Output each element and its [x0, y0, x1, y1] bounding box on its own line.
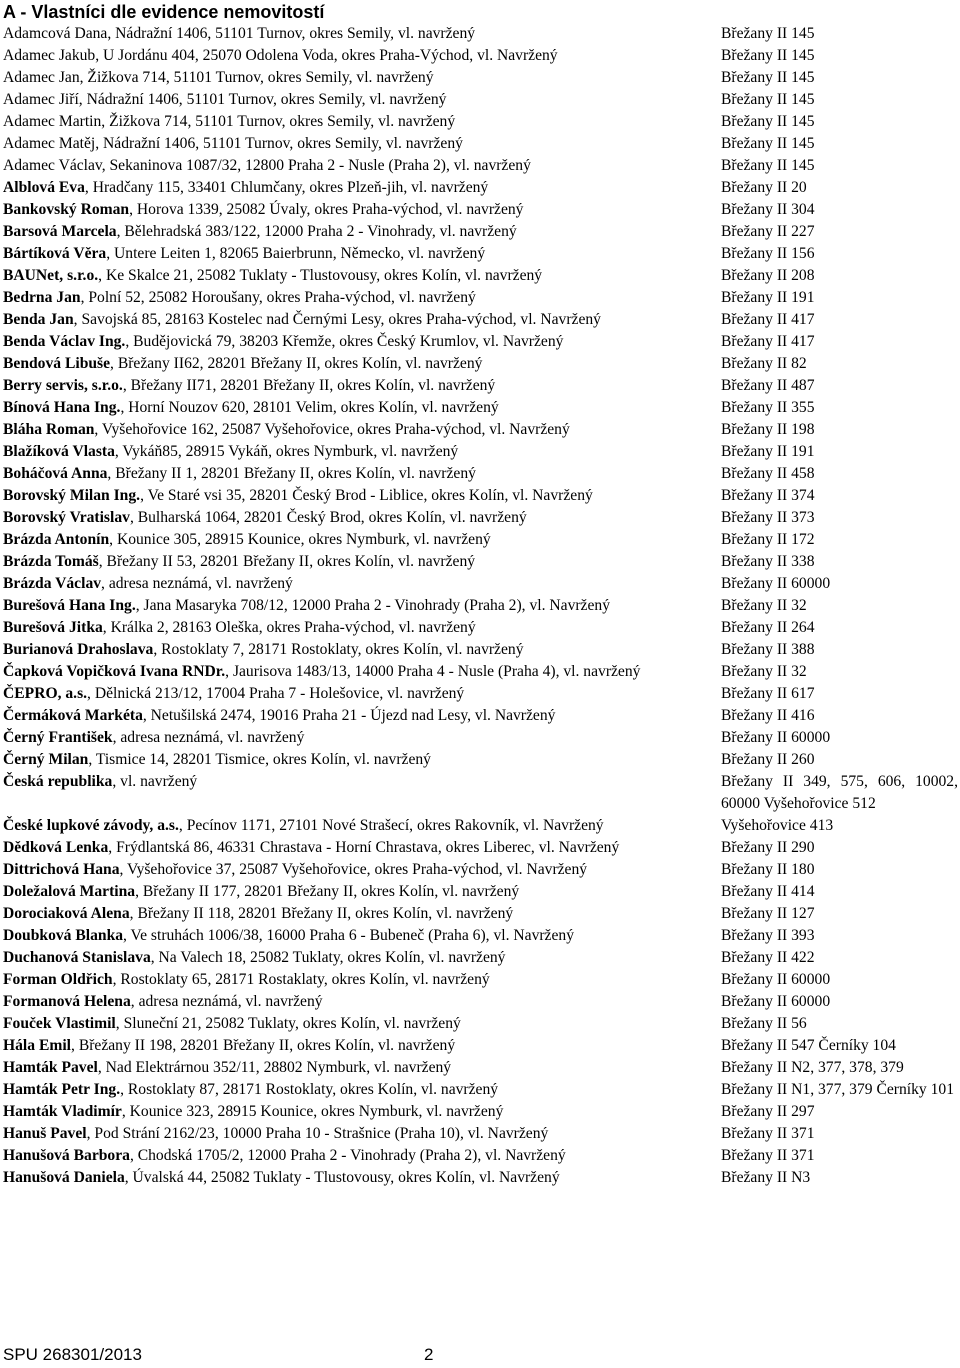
- owner-name: Hanušová Barbora: [3, 1147, 130, 1164]
- parcel-reference: Břežany II 371: [721, 1125, 815, 1142]
- parcel-reference: Břežany II 264: [721, 619, 815, 636]
- owner-address: , Horní Nouzov 620, 28101 Velim, okres Kolín, vl. navržený: [120, 399, 499, 416]
- parcel-reference: Břežany II 547 Černíky 104: [721, 1037, 896, 1054]
- owner-address: Adamec Matěj, Nádražní 1406, 51101 Turnov, okres Semily, vl. navržený: [3, 135, 463, 152]
- owner-address: , Ve Staré vsi 35, 28201 Český Brod - Liblice, okres Kolín, vl. Navržený: [140, 487, 593, 504]
- owner-details: [3, 947, 721, 969]
- parcel-reference: Břežany II 227: [721, 223, 815, 240]
- owner-name: Hamták Pavel: [3, 1059, 98, 1076]
- parcel-reference: Břežany II 145: [721, 25, 815, 42]
- owner-address: , Hradčany 115, 33401 Chlumčany, okres Plzeň-jih, vl. navržený: [84, 179, 489, 196]
- parcel-reference: Břežany II 416: [721, 707, 815, 724]
- owner-entry: [3, 375, 960, 397]
- owner-address: , Pod Strání 2162/23, 10000 Praha 10 - Strašnice (Praha 10), vl. Navržený: [86, 1125, 549, 1142]
- owner-name: Hála Emil: [3, 1037, 72, 1054]
- owner-entry: [3, 529, 960, 551]
- parcel-reference: Břežany II 180: [721, 861, 815, 878]
- owner-name: Boháčová Anna: [3, 465, 108, 482]
- owner-details: [3, 221, 721, 243]
- parcel-reference: Břežany II 297: [721, 1103, 815, 1120]
- owner-address: , Ve struhách 1006/38, 16000 Praha 6 - Bubeneč (Praha 6), vl. Navržený: [123, 927, 574, 944]
- owner-name: Benda Václav Ing.: [3, 333, 126, 350]
- owner-entry: [3, 45, 960, 67]
- parcel-reference: Břežany II 371: [721, 1147, 815, 1164]
- owner-address: , Vyšehořovice 162, 25087 Vyšehořovice, okres Praha-východ, vl. Navržený: [94, 421, 570, 438]
- owner-details: [3, 1167, 721, 1189]
- owner-entry: [3, 309, 960, 331]
- owner-name: Burianová Drahoslava: [3, 641, 154, 658]
- owner-address: , Vyšehořovice 37, 25087 Vyšehořovice, okres Praha-východ, vl. Navržený: [119, 861, 588, 878]
- owner-name: Černý František: [3, 729, 113, 746]
- owner-details: [3, 1057, 721, 1079]
- owner-name: Berry servis, s.r.o.: [3, 377, 123, 394]
- owner-entry: [3, 507, 960, 529]
- owner-address: , Chodská 1705/2, 12000 Praha 2 - Vinohrady (Praha 2), vl. Navržený: [129, 1147, 566, 1164]
- owner-name: Bedrna Jan: [3, 289, 81, 306]
- owner-details: [3, 287, 721, 309]
- owner-entry: [3, 111, 960, 133]
- parcel-reference: Břežany II 208: [721, 267, 815, 284]
- owner-address: , Břežany II 53, 28201 Břežany II, okres Kolín, vl. navržený: [98, 553, 476, 570]
- owner-details: [3, 265, 721, 287]
- owner-address: Adamec Václav, Sekaninova 1087/32, 12800 Praha 2 - Nusle (Praha 2), vl. navržený: [3, 157, 531, 174]
- parcel-reference: Břežany II 82: [721, 355, 807, 372]
- owner-entry: [3, 133, 960, 155]
- owner-name: Brázda Tomáš: [3, 553, 99, 570]
- owner-entry: [3, 221, 960, 243]
- owner-name: Dědková Lenka: [3, 839, 109, 856]
- parcel-reference: Břežany II 388: [721, 641, 815, 658]
- owner-entry: [3, 903, 960, 925]
- owner-name: Benda Jan: [3, 311, 74, 328]
- parcel-reference: Břežany II 422: [721, 949, 815, 966]
- owner-details: [3, 529, 721, 551]
- parcel-reference: Břežany II 60000: [721, 993, 831, 1010]
- owner-details: [3, 705, 721, 727]
- parcel-reference: Břežany II 260: [721, 751, 815, 768]
- owner-address: Adamec Jiří, Nádražní 1406, 51101 Turnov, okres Semily, vl. navržený: [3, 91, 447, 108]
- owner-details: [3, 1035, 721, 1057]
- parcel-reference: Břežany II 373: [721, 509, 815, 526]
- owner-name: Dorociaková Alena: [3, 905, 130, 922]
- owner-details: [3, 485, 721, 507]
- owner-details: [3, 199, 721, 221]
- owner-name: BAUNet, s.r.o.: [3, 267, 99, 284]
- parcel-reference: Břežany II 393: [721, 927, 815, 944]
- owner-address: , Bělehradská 383/122, 12000 Praha 2 - Vinohrady, vl. navržený: [116, 223, 517, 240]
- parcel-reference: Břežany II 191: [721, 443, 815, 460]
- owner-name: Borovský Milan Ing.: [3, 487, 141, 504]
- owner-address: , Kounice 323, 28915 Kounice, okres Nymburk, vl. navržený: [121, 1103, 504, 1120]
- owner-name: Čapková Vopičková Ivana RNDr.: [3, 663, 226, 680]
- parcel-reference: Břežany II N2, 377, 378, 379: [721, 1059, 904, 1076]
- owner-address: , Břežany II 118, 28201 Břežany II, okres Kolín, vl. navržený: [129, 905, 514, 922]
- owner-name: Hamták Petr Ing.: [3, 1081, 121, 1098]
- parcel-reference: Břežany II 191: [721, 289, 815, 306]
- owner-entry: [3, 199, 960, 221]
- owner-entry: [3, 397, 960, 419]
- owner-name: Bankovský Roman: [3, 201, 130, 218]
- owner-address: , Untere Leiten 1, 82065 Baierbrunn, Německo, vl. navržený: [106, 245, 486, 262]
- owner-entry: [3, 287, 960, 309]
- owner-address: , Nad Elektrárnou 352/11, 28802 Nymburk, vl. navržený: [97, 1059, 452, 1076]
- owner-details: [3, 243, 721, 265]
- parcel-reference: Vyšehořovice 413: [721, 817, 834, 834]
- owner-details: [3, 1145, 721, 1167]
- owner-address: , Jana Masaryka 708/12, 12000 Praha 2 - Vinohrady (Praha 2), vl. Navržený: [135, 597, 610, 614]
- owner-address: , Budějovická 79, 38203 Křemže, okres Český Krumlov, vl. Navržený: [125, 333, 564, 350]
- owner-address: , Kounice 305, 28915 Kounice, okres Nymburk, vl. navržený: [109, 531, 491, 548]
- parcel-reference: Břežany II 374: [721, 487, 815, 504]
- owner-details: [3, 595, 721, 617]
- owner-address: , Horova 1339, 25082 Úvaly, okres Praha-východ, vl. navržený: [129, 201, 524, 218]
- owner-details: [3, 969, 721, 991]
- owner-name: Borovský Vratislav: [3, 509, 130, 526]
- owner-address: Adamec Jan, Žižkova 714, 51101 Turnov, okres Semily, vl. navržený: [3, 69, 434, 86]
- parcel-reference: Břežany II 172: [721, 531, 815, 548]
- owner-name: Doležalová Martina: [3, 883, 136, 900]
- owner-details: [3, 859, 721, 881]
- owner-entry: [3, 617, 960, 639]
- owner-address: Adamec Jakub, U Jordánu 404, 25070 Odolena Voda, okres Praha-Východ, vl. Navržený: [3, 47, 558, 64]
- parcel-reference: Břežany II 338: [721, 553, 815, 570]
- owner-address: , Bulharská 1064, 28201 Český Brod, okres Kolín, vl. navržený: [129, 509, 527, 526]
- owner-address: , Vykáň85, 28915 Vykáň, okres Nymburk, vl. navržený: [114, 443, 459, 460]
- owner-details: [3, 903, 721, 925]
- parcel-reference: Břežany II 198: [721, 421, 815, 438]
- owner-entry: [3, 683, 960, 705]
- owner-name: Bínová Hana Ing.: [3, 399, 121, 416]
- owner-details: [3, 23, 721, 45]
- owner-entry: [3, 749, 960, 771]
- owner-details: [3, 661, 721, 683]
- parcel-reference: Břežany II 60000: [721, 575, 831, 592]
- owner-details: [3, 991, 721, 1013]
- owner-entry: [3, 89, 960, 111]
- owner-entry: [3, 243, 960, 265]
- owner-details: [3, 133, 721, 155]
- owner-details: [3, 155, 721, 177]
- parcel-reference: Břežany II 417: [721, 333, 815, 350]
- owner-address: , Pecínov 1171, 27101 Nové Strašecí, okres Rakovník, vl. Navržený: [178, 817, 604, 834]
- owner-address: Adamcová Dana, Nádražní 1406, 51101 Turnov, okres Semily, vl. navržený: [3, 25, 476, 42]
- owner-name: Dittrichová Hana: [3, 861, 120, 878]
- owner-entry: [3, 859, 960, 881]
- owner-name: Bendová Libuše: [3, 355, 111, 372]
- owner-name: Duchanová Stanislava: [3, 949, 151, 966]
- owner-entry: [3, 177, 960, 199]
- owner-entry: [3, 573, 960, 595]
- owner-details: [3, 45, 721, 67]
- owner-details: [3, 331, 721, 353]
- parcel-reference: Břežany II 145: [721, 135, 815, 152]
- owner-entry: [3, 23, 960, 45]
- document-heading: A - Vlastníci dle evidence nemovitostí: [3, 2, 325, 22]
- page-number: 2: [424, 1345, 434, 1364]
- owner-entry: [3, 1013, 960, 1035]
- owner-entry: [3, 419, 960, 441]
- owner-details: [3, 727, 721, 749]
- owner-address: , Břežany II 177, 28201 Břežany II, okres Kolín, vl. navržený: [135, 883, 520, 900]
- owner-entry: [3, 727, 960, 749]
- owner-details: [3, 1079, 721, 1101]
- owner-name: Čermáková Markéta: [3, 707, 143, 724]
- owner-entry: [3, 463, 960, 485]
- owner-details: [3, 1101, 721, 1123]
- parcel-reference: Břežany II 60000: [721, 971, 831, 988]
- owner-address: , vl. navržený: [112, 773, 198, 790]
- owner-name: Formanová Helena: [3, 993, 131, 1010]
- owner-entry: [3, 595, 960, 617]
- owner-entry: [3, 1079, 960, 1101]
- owner-address: , Ke Skalce 21, 25082 Tuklaty - Tlustovousy, okres Kolín, vl. navržený: [98, 267, 543, 284]
- owner-address: , Savojská 85, 28163 Kostelec nad Černými Lesy, okres Praha-východ, vl. Navržený: [73, 311, 601, 328]
- owner-address: , Dělnická 213/12, 17004 Praha 7 - Holešovice, vl. navržený: [87, 685, 465, 702]
- parcel-reference: Břežany II 145: [721, 113, 815, 130]
- owner-details: [3, 177, 721, 199]
- owner-details: [3, 617, 721, 639]
- owner-details: [3, 1013, 721, 1035]
- owner-address: , Rostoklaty 7, 28171 Rostoklaty, okres Kolín, vl. navržený: [153, 641, 524, 658]
- owner-entry: [3, 1123, 960, 1145]
- owner-name: ČEPRO, a.s.: [3, 685, 88, 702]
- owner-address: , Břežany II 1, 28201 Břežany II, okres Kolín, vl. navržený: [107, 465, 476, 482]
- owner-details: [3, 507, 721, 529]
- owner-address: , Jaurisova 1483/13, 14000 Praha 4 - Nusle (Praha 4), vl. navržený: [225, 663, 641, 680]
- owner-details: [3, 353, 721, 375]
- owner-address: , Úvalská 44, 25082 Tuklaty - Tlustovousy, okres Kolín, vl. Navržený: [124, 1169, 560, 1186]
- owner-entry: [3, 1101, 960, 1123]
- owner-entry: [3, 67, 960, 89]
- parcel-reference: Břežany II 349, 575, 606, 10002, 60000 Vyšehořovice 512: [721, 773, 958, 812]
- owner-details: [3, 67, 721, 89]
- owner-details: [3, 573, 721, 595]
- owner-name: Černý Milan: [3, 751, 89, 768]
- owner-name: Hamták Vladimír: [3, 1103, 122, 1120]
- owner-name: Hanuš Pavel: [3, 1125, 87, 1142]
- owner-address: , Frýdlantská 86, 46331 Chrastava - Horní Chrastava, okres Liberec, vl. Navržený: [108, 839, 620, 856]
- parcel-reference: Břežany II 290: [721, 839, 815, 856]
- owner-address: Adamec Martin, Žižkova 714, 51101 Turnov, okres Semily, vl. navržený: [3, 113, 456, 130]
- owner-entry: [3, 331, 960, 353]
- owner-name: Bártíková Věra: [3, 245, 107, 262]
- owner-entry: [3, 925, 960, 947]
- parcel-reference: Břežany II 414: [721, 883, 815, 900]
- owner-address: , adresa neznámá, vl. navržený: [130, 993, 323, 1010]
- owner-details: [3, 89, 721, 111]
- parcel-reference: Břežany II 145: [721, 157, 815, 174]
- parcel-reference: Břežany II N1, 377, 379 Černíky 101: [721, 1081, 954, 1098]
- owner-name: České lupkové závody, a.s.: [3, 817, 179, 834]
- owner-address: , Břežany II71, 28201 Břežany II, okres Kolín, vl. navržený: [122, 377, 496, 394]
- owner-entry: [3, 969, 960, 991]
- owner-name: Brázda Antonín: [3, 531, 110, 548]
- owner-entry: [3, 837, 960, 859]
- owner-address: , Králka 2, 28163 Oleška, okres Praha-východ, vl. navržený: [102, 619, 476, 636]
- owner-name: Burešová Jitka: [3, 619, 103, 636]
- owner-details: [3, 441, 721, 463]
- owner-name: Fouček Vlastimil: [3, 1015, 116, 1032]
- owner-name: Bláha Roman: [3, 421, 95, 438]
- owner-details: [3, 925, 721, 947]
- owner-address: , Sluneční 21, 25082 Tuklaty, okres Kolín, vl. navržený: [115, 1015, 461, 1032]
- owner-address: , Břežany II62, 28201 Břežany II, okres Kolín, vl. navržený: [110, 355, 483, 372]
- parcel-reference: Břežany II 60000: [721, 729, 831, 746]
- owner-address: , Netušilská 2474, 19016 Praha 21 - Újezd nad Lesy, vl. Navržený: [142, 707, 556, 724]
- owner-entry: [3, 991, 960, 1013]
- owner-name: Forman Oldřich: [3, 971, 113, 988]
- parcel-reference: Břežany II 32: [721, 597, 807, 614]
- owner-entry: [3, 705, 960, 727]
- parcel-reference: Břežany II 487: [721, 377, 815, 394]
- owner-address: , Tismice 14, 28201 Tismice, okres Kolín, vl. navržený: [88, 751, 431, 768]
- parcel-reference: Břežany II 145: [721, 91, 815, 108]
- owner-name: Blažíková Vlasta: [3, 443, 115, 460]
- parcel-reference: Břežany II 32: [721, 663, 807, 680]
- owner-entry: [3, 1167, 960, 1189]
- owner-entry: [3, 551, 960, 573]
- owner-entry: [3, 265, 960, 287]
- owner-address: , Břežany II 198, 28201 Břežany II, okres Kolín, vl. navržený: [71, 1037, 456, 1054]
- owner-entry: [3, 1035, 960, 1057]
- parcel-reference: Břežany II 304: [721, 201, 815, 218]
- owner-details: [3, 1123, 721, 1145]
- owner-entry: [3, 155, 960, 177]
- parcel-reference: Břežany II 145: [721, 69, 815, 86]
- owner-entry: [3, 815, 960, 837]
- parcel-reference: Břežany II 145: [721, 47, 815, 64]
- owner-details: [3, 111, 721, 133]
- owner-name: Burešová Hana Ing.: [3, 597, 136, 614]
- owner-details: [3, 881, 721, 903]
- owner-name: Alblová Eva: [3, 179, 85, 196]
- owner-details: [3, 683, 721, 705]
- owner-entry: [3, 1057, 960, 1079]
- owner-details: [3, 375, 721, 397]
- parcel-reference: Břežany II 617: [721, 685, 815, 702]
- owner-address: , adresa neznámá, vl. navržený: [112, 729, 305, 746]
- owner-address: , Na Valech 18, 25082 Tuklaty, okres Kolín, vl. navržený: [150, 949, 506, 966]
- parcel-reference: Břežany II 156: [721, 245, 815, 262]
- owner-details: [3, 463, 721, 485]
- owner-details: [3, 837, 721, 859]
- parcel-reference: Břežany II 127: [721, 905, 815, 922]
- owner-name: Hanušová Daniela: [3, 1169, 125, 1186]
- owner-details: [3, 419, 721, 441]
- document-id: SPU 268301/2013: [3, 1345, 142, 1364]
- owner-name: Česká republika: [3, 773, 113, 790]
- owner-details: [3, 551, 721, 573]
- owner-details: [3, 771, 721, 815]
- owner-address: , adresa neznámá, vl. navržený: [101, 575, 293, 592]
- owner-address: , Rostoklaty 87, 28171 Rostoklaty, okres Kolín, vl. navržený: [120, 1081, 499, 1098]
- parcel-reference: Břežany II N3: [721, 1169, 811, 1186]
- owner-address: , Polní 52, 25082 Horoušany, okres Praha-východ, vl. navržený: [80, 289, 476, 306]
- owner-entry: [3, 441, 960, 463]
- owner-entry: [3, 353, 960, 375]
- parcel-reference: Břežany II 417: [721, 311, 815, 328]
- owner-details: [3, 749, 721, 771]
- owner-details: [3, 639, 721, 661]
- owner-address: , Rostoklaty 65, 28171 Rostaklaty, okres Kolín, vl. navržený: [112, 971, 490, 988]
- owner-name: Doubková Blanka: [3, 927, 124, 944]
- owner-name: Brázda Václav: [3, 575, 102, 592]
- parcel-reference: Břežany II 56: [721, 1015, 807, 1032]
- owner-entry: [3, 947, 960, 969]
- parcel-reference: Břežany II 458: [721, 465, 815, 482]
- owner-name: Barsová Marcela: [3, 223, 117, 240]
- page-footer: [3, 1345, 433, 1365]
- owner-details: [3, 815, 721, 837]
- owner-entry: [3, 485, 960, 507]
- owner-entry: [3, 881, 960, 903]
- owner-details: [3, 397, 721, 419]
- owner-details: [3, 309, 721, 331]
- parcel-reference: Břežany II 355: [721, 399, 815, 416]
- owner-entry: [3, 661, 960, 683]
- owner-entry: [3, 639, 960, 661]
- owner-entry: [3, 1145, 960, 1167]
- owner-entry: [3, 771, 960, 815]
- owner-list: [3, 23, 960, 1189]
- parcel-reference: Břežany II 20: [721, 179, 807, 196]
